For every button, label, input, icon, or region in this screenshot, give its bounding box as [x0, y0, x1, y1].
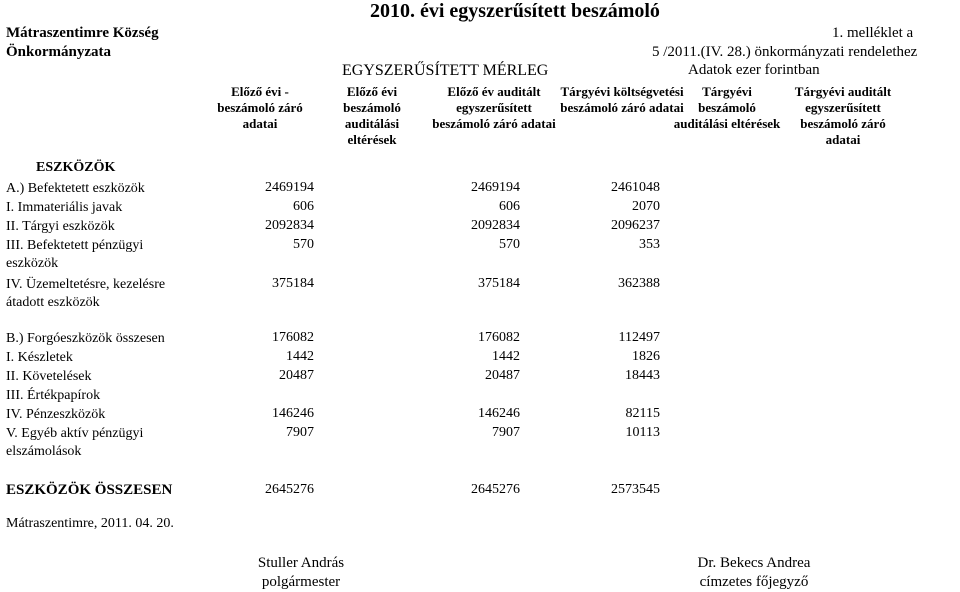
column-header: Előző évi beszámoló auditálási eltérések	[343, 84, 401, 147]
cell-prev: 570	[293, 237, 314, 252]
cell-prev-audited: 2469194	[471, 180, 520, 195]
column-header: Tárgyévi költségvetési beszámoló záró adatai	[560, 84, 684, 115]
cell-prev: 146246	[272, 406, 314, 421]
row-label: II. Követelések	[6, 369, 92, 384]
org-name-line1: Mátraszentimre Község	[6, 25, 159, 41]
signatory-role: címzetes főjegyző	[699, 574, 809, 590]
row-label: IV. Üzemeltetésre, kezelésre átadott eszközök	[6, 277, 166, 310]
cell-prev: 2469194	[265, 180, 314, 195]
cell-current: 10113	[625, 425, 660, 440]
cell-prev: 606	[293, 199, 314, 214]
row-label: A.) Befektetett eszközök	[6, 181, 145, 196]
cell-current: 18443	[625, 368, 660, 383]
signature-notary	[664, 554, 844, 592]
row-label: B.) Forgóeszközök összesen	[6, 331, 165, 346]
cell-prev: 2092834	[265, 218, 314, 233]
cell-prev: 20487	[279, 368, 314, 383]
total-prev: 2645276	[265, 482, 314, 497]
cell-prev-audited: 176082	[478, 330, 520, 345]
cell-prev: 375184	[272, 276, 314, 291]
cell-prev-audited: 2092834	[471, 218, 520, 233]
column-header: Tárgyévi beszámoló auditálási eltérések	[673, 84, 781, 131]
cell-prev: 1442	[286, 349, 314, 364]
cell-prev-audited: 20487	[485, 368, 520, 383]
section-heading: ESZKÖZÖK	[36, 160, 116, 175]
cell-current: 1826	[632, 349, 660, 364]
org-name-line2: Önkormányzata	[6, 44, 111, 60]
unit-note: Adatok ezer forintban	[688, 62, 820, 78]
row-label: III. Értékpapírok	[6, 388, 101, 403]
row-label: II. Tárgyi eszközök	[6, 219, 115, 234]
signatory-role: polgármester	[261, 574, 341, 590]
cell-current: 2461048	[611, 180, 660, 195]
cell-prev-audited: 375184	[478, 276, 520, 291]
row-label: I. Immateriális javak	[6, 200, 123, 215]
signatory-name: Stuller András	[257, 555, 345, 571]
cell-prev-audited: 1442	[492, 349, 520, 364]
column-header: Tárgyévi auditált egyszerűsített beszámoló záró adatai	[794, 84, 892, 147]
cell-prev: 7907	[286, 425, 314, 440]
signatory-name: Dr. Bekecs Andrea	[697, 555, 811, 571]
cell-current: 2096237	[611, 218, 660, 233]
cell-prev-audited: 146246	[478, 406, 520, 421]
row-label: V. Egyéb aktív pénzügyi elszámolások	[6, 426, 144, 459]
cell-prev-audited: 7907	[492, 425, 520, 440]
cell-current: 353	[639, 237, 660, 252]
cell-current: 82115	[625, 406, 660, 421]
signature-mayor	[226, 554, 376, 592]
annex-label: 1. melléklet a	[832, 25, 914, 41]
cell-current: 362388	[618, 276, 660, 291]
cell-current: 2070	[632, 199, 660, 214]
cell-current: 112497	[618, 330, 660, 345]
total-label: ESZKÖZÖK ÖSSZESEN	[6, 482, 173, 498]
document-title: 2010. évi egyszerűsített beszámoló	[370, 0, 660, 22]
total-current: 2573545	[611, 482, 660, 497]
row-label: I. Készletek	[6, 350, 73, 365]
cell-prev-audited: 606	[499, 199, 520, 214]
place-date: Mátraszentimre, 2011. 04. 20.	[6, 516, 174, 531]
decree-reference: 5 /2011.(IV. 28.) önkormányzati rendelethez	[652, 44, 918, 60]
cell-prev-audited: 570	[499, 237, 520, 252]
cell-prev: 176082	[272, 330, 314, 345]
row-label: IV. Pénzeszközök	[6, 407, 106, 422]
column-header: Előző évi - beszámoló záró adatai	[217, 84, 303, 131]
balance-sheet-subtitle: EGYSZERŰSÍTETT MÉRLEG	[342, 62, 549, 79]
column-header: Előző év auditált egyszerűsített beszámoló záró adatai	[432, 84, 556, 131]
total-prev-audited: 2645276	[471, 482, 520, 497]
row-label: III. Befektetett pénzügyi eszközök	[6, 238, 144, 271]
